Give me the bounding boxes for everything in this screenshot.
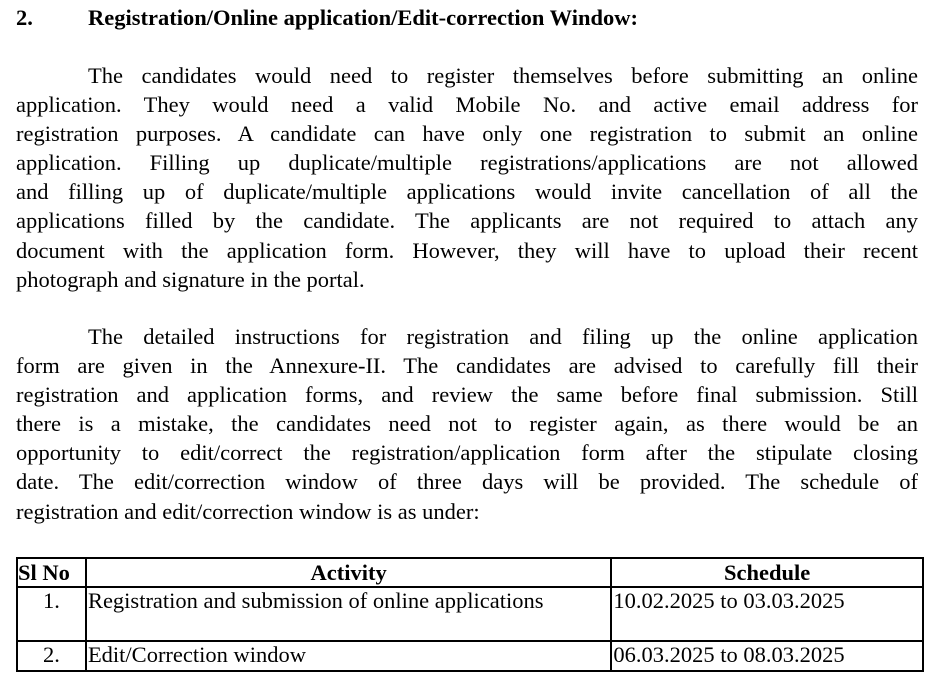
paragraph-line: The candidates would need to register themselves before submitting an online <box>88 63 918 88</box>
paragraph-instructions <box>16 322 918 526</box>
paragraph-line: there is a mistake, the candidates need not to register again, as there would be an <box>16 411 918 437</box>
header-sl-no: Sl No <box>17 558 86 587</box>
cell-schedule: 10.02.2025 to 03.03.2025 <box>611 587 923 641</box>
schedule-table <box>16 557 924 672</box>
header-schedule: Schedule <box>611 558 923 587</box>
header-activity: Activity <box>86 558 611 587</box>
paragraph-registration <box>16 61 918 294</box>
paragraph-line: photograph and signature in the portal. <box>16 266 365 292</box>
cell-sl-no: 1. <box>17 587 86 641</box>
cell-schedule: 06.03.2025 to 08.03.2025 <box>611 641 923 671</box>
paragraph-line: registration and edit/correction window is as under: <box>16 498 480 524</box>
paragraph-line: application. They would need a valid Mobile No. and active email address for <box>16 92 918 118</box>
paragraph-line: The detailed instructions for registration and filing up the online application <box>88 324 918 349</box>
cell-sl-no: 2. <box>17 641 86 671</box>
table-header-row <box>17 558 923 587</box>
table-row <box>17 641 923 671</box>
paragraph-line: registration purposes. A candidate can have only one registration to submit an online <box>16 121 918 147</box>
section-number: 2. <box>16 5 33 30</box>
paragraph-line: registration and application forms, and review the same before final submission. Still <box>16 382 918 408</box>
cell-activity: Edit/Correction window <box>86 641 611 671</box>
section-title: Registration/Online application/Edit-correction Window: <box>88 5 639 30</box>
paragraph-line: applications filled by the candidate. The applicants are not required to attach any <box>16 208 918 234</box>
paragraph-line: document with the application form. However, they will have to upload their recent <box>16 237 918 263</box>
paragraph-line: application. Filling up duplicate/multiple registrations/applications are not allowed <box>16 150 918 176</box>
paragraph-line: and filling up of duplicate/multiple applications would invite cancellation of all the <box>16 179 918 205</box>
paragraph-line: date. The edit/correction window of three days will be provided. The schedule of <box>16 469 918 495</box>
paragraph-line: form are given in the Annexure-II. The candidates are advised to carefully fill their <box>16 353 918 379</box>
table-row <box>17 587 923 641</box>
cell-activity: Registration and submission of online applications <box>86 587 611 641</box>
paragraph-line: opportunity to edit/correct the registration/application form after the stipulate closing <box>16 440 918 466</box>
